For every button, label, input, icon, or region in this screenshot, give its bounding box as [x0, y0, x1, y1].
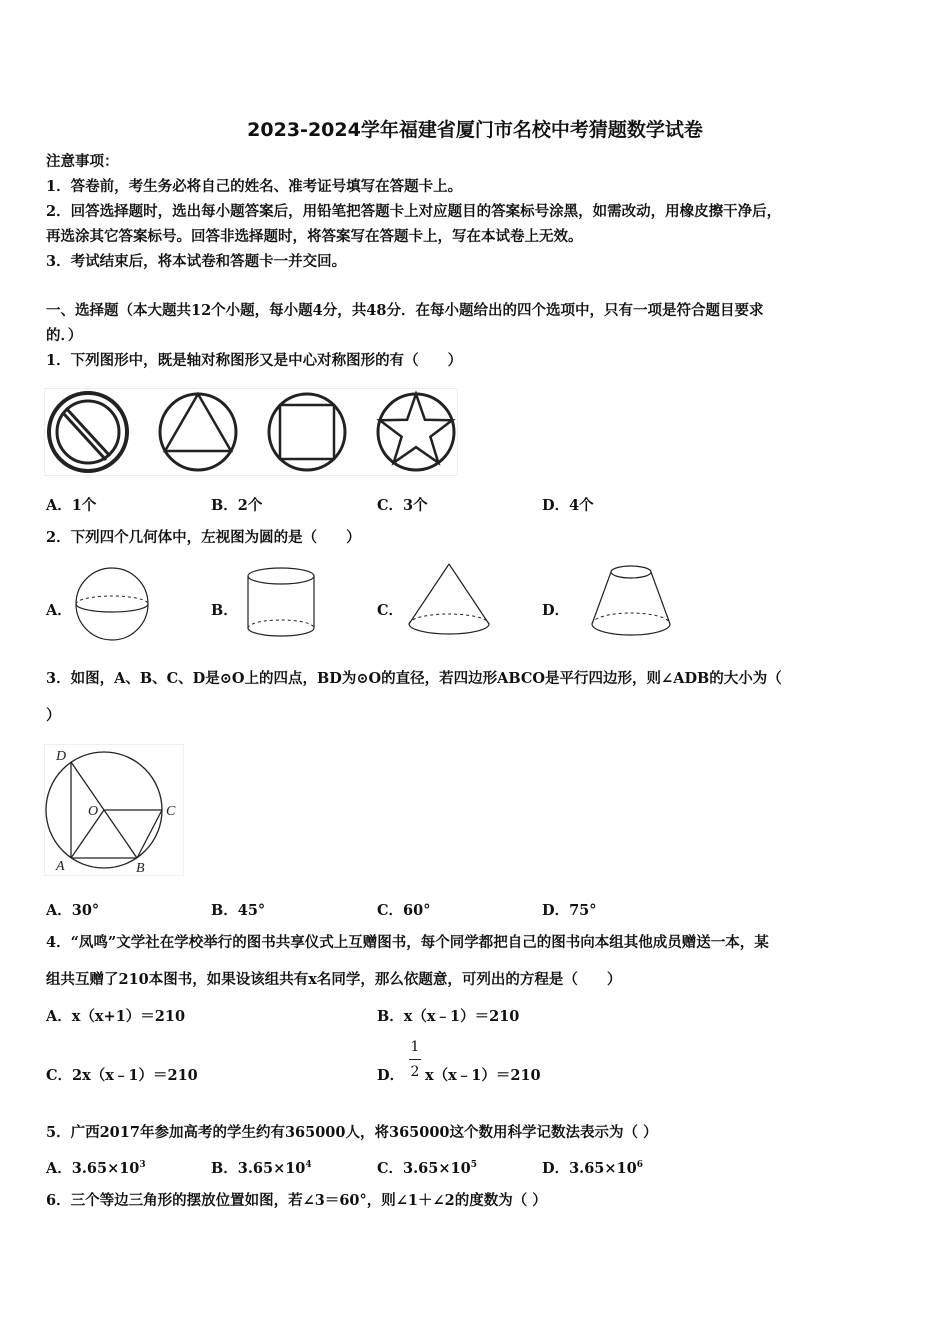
- q2-option-d: D．: [542, 602, 570, 619]
- q5-option-d: D．$3.65\times 10^6$: [542, 1160, 643, 1177]
- circle-triangle-icon: [160, 394, 236, 470]
- fraction-numerator: 1: [410, 1039, 420, 1055]
- label-o: O: [88, 804, 99, 819]
- label-c: C: [166, 804, 176, 819]
- q1-option-a: A．1个: [46, 497, 97, 514]
- q5-option-b: B．$3.65\times 10^4$: [211, 1160, 312, 1177]
- q5-option-c: C．$3.65\times 10^5$: [377, 1160, 477, 1177]
- page-title: 2023-2024学年福建省厦门市名校中考猜题数学试卷: [247, 119, 703, 141]
- q3-option-b: B．45°: [211, 902, 266, 919]
- q3-stem-line-1: 3．如图，A、B、C、D是⊙O上的四点，BD为⊙O的直径，若四边形ABCO是平行四边形，则∠ADB的大小为（: [46, 670, 782, 687]
- frustum-icon: [589, 562, 673, 642]
- label-d: D: [56, 749, 67, 764]
- notice-item-3: 3．考试结束后，将本试卷和答题卡一并交回。: [46, 253, 347, 270]
- q3-stem-line-2: ）: [46, 707, 61, 724]
- section-heading-line-1: 一、选择题（本大题共12个小题，每小题4分，共48分．在每小题给出的四个选项中，只有一项是符合题目要求: [46, 302, 764, 319]
- q5-stem: 5．广西2017年参加高考的学生约有365000人，将365000这个数用科学记数法表示为（ ）: [46, 1124, 658, 1141]
- q1-option-b: B．2个: [211, 497, 263, 514]
- q4-stem-line-2: 组共互赠了210本图书，如果设该组共有x名同学，那么依题意，可列出的方程是（ ）: [46, 971, 622, 988]
- q4-option-b: B．x（x﹣1）＝210: [377, 1008, 520, 1025]
- circle-star-icon: [378, 394, 454, 470]
- notice-heading: 注意事项：: [46, 153, 119, 170]
- q4-option-d-prefix: D．: [377, 1067, 405, 1084]
- q3-option-d: D．75°: [542, 902, 597, 919]
- q4-option-a: A．x（x+1）＝210: [46, 1008, 186, 1025]
- q3-option-a: A．30°: [46, 902, 100, 919]
- circle-square-icon: [269, 394, 345, 470]
- label-b: B: [136, 861, 145, 876]
- cone-icon: [407, 562, 491, 638]
- q4-option-c: C．2x（x﹣1）＝210: [46, 1067, 198, 1084]
- q1-option-c: C．3个: [377, 497, 428, 514]
- q2-option-c: C．: [377, 602, 404, 619]
- q6-stem: 6．三个等边三角形的摆放位置如图，若∠3＝60°，则∠1＋∠2的度数为（ ）: [46, 1192, 547, 1209]
- notice-item-2-line-2: 再选涂其它答案标号。回答非选择题时，将答案写在答题卡上，写在本试卷上无效。: [46, 228, 583, 245]
- fraction-bar: [409, 1059, 421, 1060]
- q3-circle-figure: [44, 744, 184, 876]
- fraction-denominator: 2: [410, 1064, 420, 1080]
- q4-stem-line-1: 4．“凤鸣”文学社在学校举行的图书共享仪式上互赠图书，每个同学都把自己的图书向本组其他成员赠送一本，某: [46, 934, 769, 951]
- q2-option-b: B．: [211, 602, 238, 619]
- notice-item-2-line-1: 2．回答选择题时，选出每小题答案后，用铅笔把答题卡上对应题目的答案标号涂黑，如需改动，用橡皮擦干净后，: [46, 203, 782, 220]
- q2-option-a: A．: [46, 602, 72, 619]
- q1-stem: 1．下列图形中，既是轴对称图形又是中心对称图形的有（ ）: [46, 352, 463, 369]
- q1-option-d: D．4个: [542, 497, 594, 514]
- q3-option-c: C．60°: [377, 902, 431, 919]
- q5-option-a: A．$3.65\times 10^3$: [46, 1160, 146, 1177]
- circle-slash-icon: [49, 393, 127, 471]
- sphere-icon: [74, 566, 150, 642]
- q2-stem: 2．下列四个几何体中，左视图为圆的是（ ）: [46, 529, 361, 546]
- cylinder-icon: [246, 566, 316, 638]
- q4-option-d-expression: x（x﹣1）＝210: [425, 1067, 541, 1084]
- q1-figure-strip: [44, 388, 458, 476]
- section-heading-line-2: 的．）: [46, 327, 83, 344]
- label-a: A: [56, 859, 65, 874]
- notice-item-1: 1．答卷前，考生务必将自己的姓名、准考证号填写在答题卡上。: [46, 178, 463, 195]
